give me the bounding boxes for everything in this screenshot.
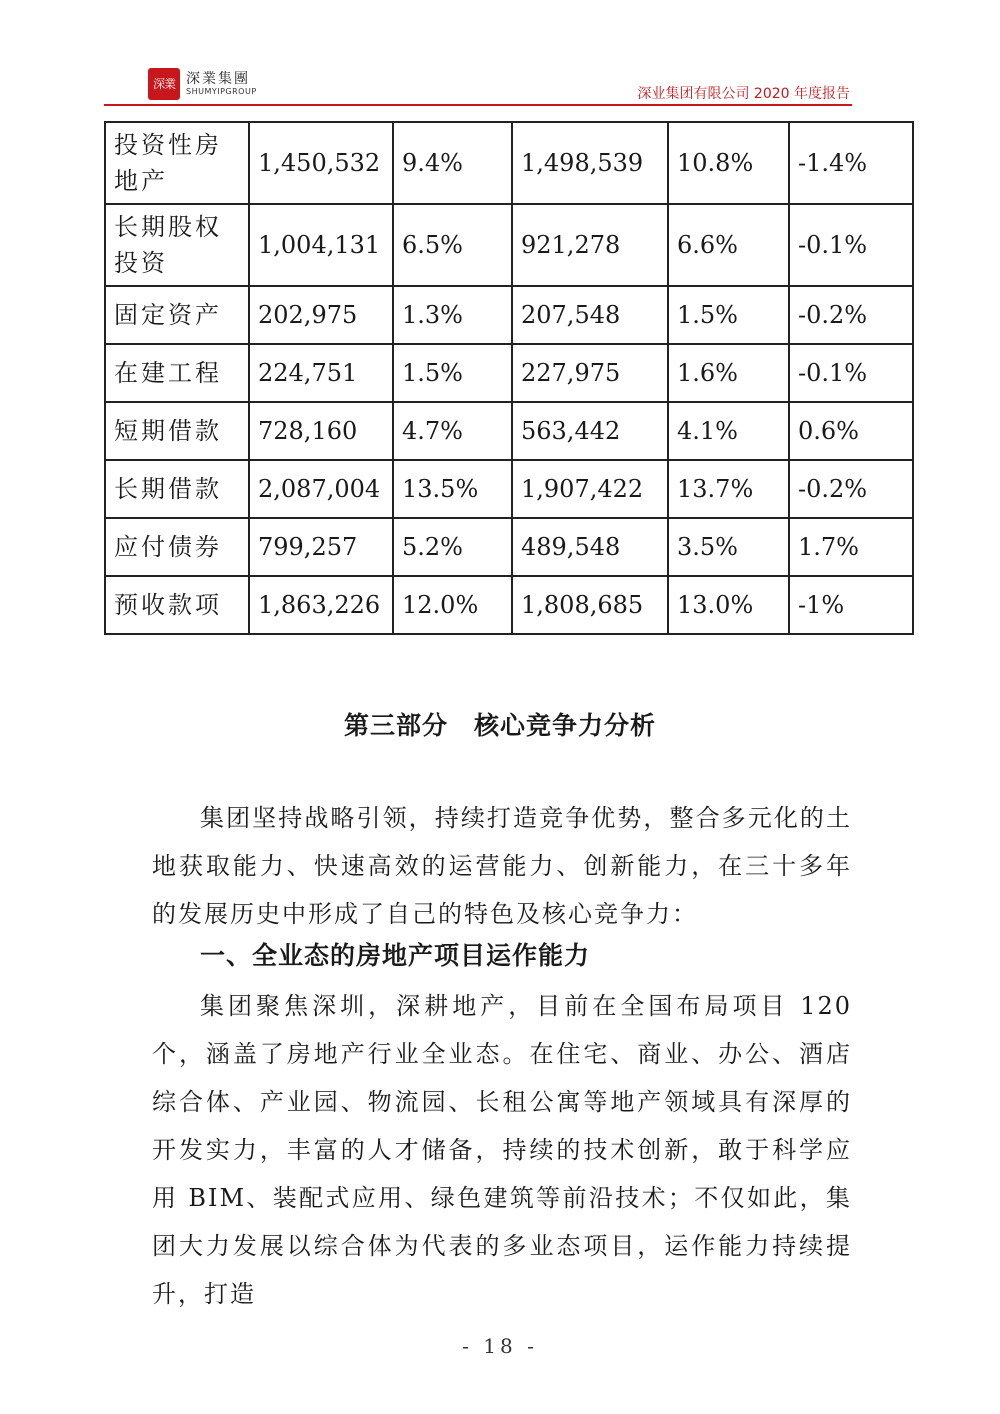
table-row	[105, 402, 913, 460]
change-cell: -0.1%	[789, 204, 913, 286]
table-row	[105, 204, 913, 286]
value-2020-cell: 728,160	[249, 402, 393, 460]
share-2019-cell: 1.6%	[668, 344, 789, 402]
item-name-cell: 短期借款	[105, 402, 249, 460]
change-cell: 0.6%	[789, 402, 913, 460]
section-title: 第三部分 核心竞争力分析	[343, 711, 656, 740]
logo-chinese-name: 深業集團	[186, 71, 250, 87]
table-row	[105, 576, 913, 634]
share-2019-cell: 6.6%	[668, 204, 789, 286]
subsection-heading: 一、全业态的房地产项目运作能力	[200, 941, 591, 970]
body-paragraph: 集团聚焦深圳，深耕地产，目前在全国布局项目 120 个，涵盖了房地产行业全业态。在住宅、商业、办公、酒店综合体、产业园、物流园、长租公寓等地产领域具有深厚的开发实力，丰富的人才储备，持续的技术创新，敢于科学应用 BIM、装配式应用、绿色建筑等前沿技术；不仅如此，集团大力发展以综合体为代表的多业态项目，运作能力持续提升，打造	[152, 992, 852, 1308]
share-2020-cell: 1.5%	[393, 344, 512, 402]
value-2019-cell: 1,907,422	[512, 460, 668, 518]
financial-table	[104, 121, 914, 635]
share-2019-cell: 13.7%	[668, 460, 789, 518]
intro-paragraph: 集团坚持战略引领，持续打造竞争优势，整合多元化的土地获取能力、快速高效的运营能力、创新能力，在三十多年的发展历史中形成了自己的特色及核心竞争力：	[152, 804, 852, 928]
value-2020-cell: 224,751	[249, 344, 393, 402]
value-2019-cell: 921,278	[512, 204, 668, 286]
change-cell: -0.1%	[789, 344, 913, 402]
value-2020-cell: 1,004,131	[249, 204, 393, 286]
item-name-cell: 预收款项	[105, 576, 249, 634]
header-divider	[104, 104, 852, 106]
logo-english-name: SHUMYIPGROUP	[186, 87, 257, 96]
share-2020-cell: 9.4%	[393, 122, 512, 204]
table-row	[105, 286, 913, 344]
item-name-cell: 投资性房地产	[105, 122, 249, 204]
table-row	[105, 122, 913, 204]
share-2019-cell: 1.5%	[668, 286, 789, 344]
logo-seal: 深業	[148, 68, 180, 100]
change-cell: -0.2%	[789, 460, 913, 518]
share-2020-cell: 4.7%	[393, 402, 512, 460]
value-2019-cell: 1,498,539	[512, 122, 668, 204]
table-row	[105, 344, 913, 402]
page-number: - 18 -	[462, 1334, 538, 1358]
value-2019-cell: 1,808,685	[512, 576, 668, 634]
item-name-cell: 固定资产	[105, 286, 249, 344]
item-name-cell: 应付债券	[105, 518, 249, 576]
value-2019-cell: 227,975	[512, 344, 668, 402]
table-row	[105, 460, 913, 518]
report-title: 深业集团有限公司 2020 年度报告	[637, 86, 850, 102]
change-cell: -1%	[789, 576, 913, 634]
change-cell: -1.4%	[789, 122, 913, 204]
change-cell: 1.7%	[789, 518, 913, 576]
value-2019-cell: 207,548	[512, 286, 668, 344]
value-2020-cell: 1,450,532	[249, 122, 393, 204]
share-2019-cell: 13.0%	[668, 576, 789, 634]
share-2020-cell: 12.0%	[393, 576, 512, 634]
share-2019-cell: 3.5%	[668, 518, 789, 576]
value-2020-cell: 799,257	[249, 518, 393, 576]
share-2020-cell: 5.2%	[393, 518, 512, 576]
item-name-cell: 长期股权投资	[105, 204, 249, 286]
value-2020-cell: 1,863,226	[249, 576, 393, 634]
share-2020-cell: 6.5%	[393, 204, 512, 286]
change-cell: -0.2%	[789, 286, 913, 344]
share-2020-cell: 13.5%	[393, 460, 512, 518]
share-2020-cell: 1.3%	[393, 286, 512, 344]
share-2019-cell: 4.1%	[668, 402, 789, 460]
share-2019-cell: 10.8%	[668, 122, 789, 204]
item-name-cell: 在建工程	[105, 344, 249, 402]
value-2020-cell: 2,087,004	[249, 460, 393, 518]
table-row	[105, 518, 913, 576]
company-logo	[148, 68, 257, 100]
financial-table-body	[105, 122, 913, 634]
item-name-cell: 长期借款	[105, 460, 249, 518]
value-2019-cell: 563,442	[512, 402, 668, 460]
value-2020-cell: 202,975	[249, 286, 393, 344]
value-2019-cell: 489,548	[512, 518, 668, 576]
